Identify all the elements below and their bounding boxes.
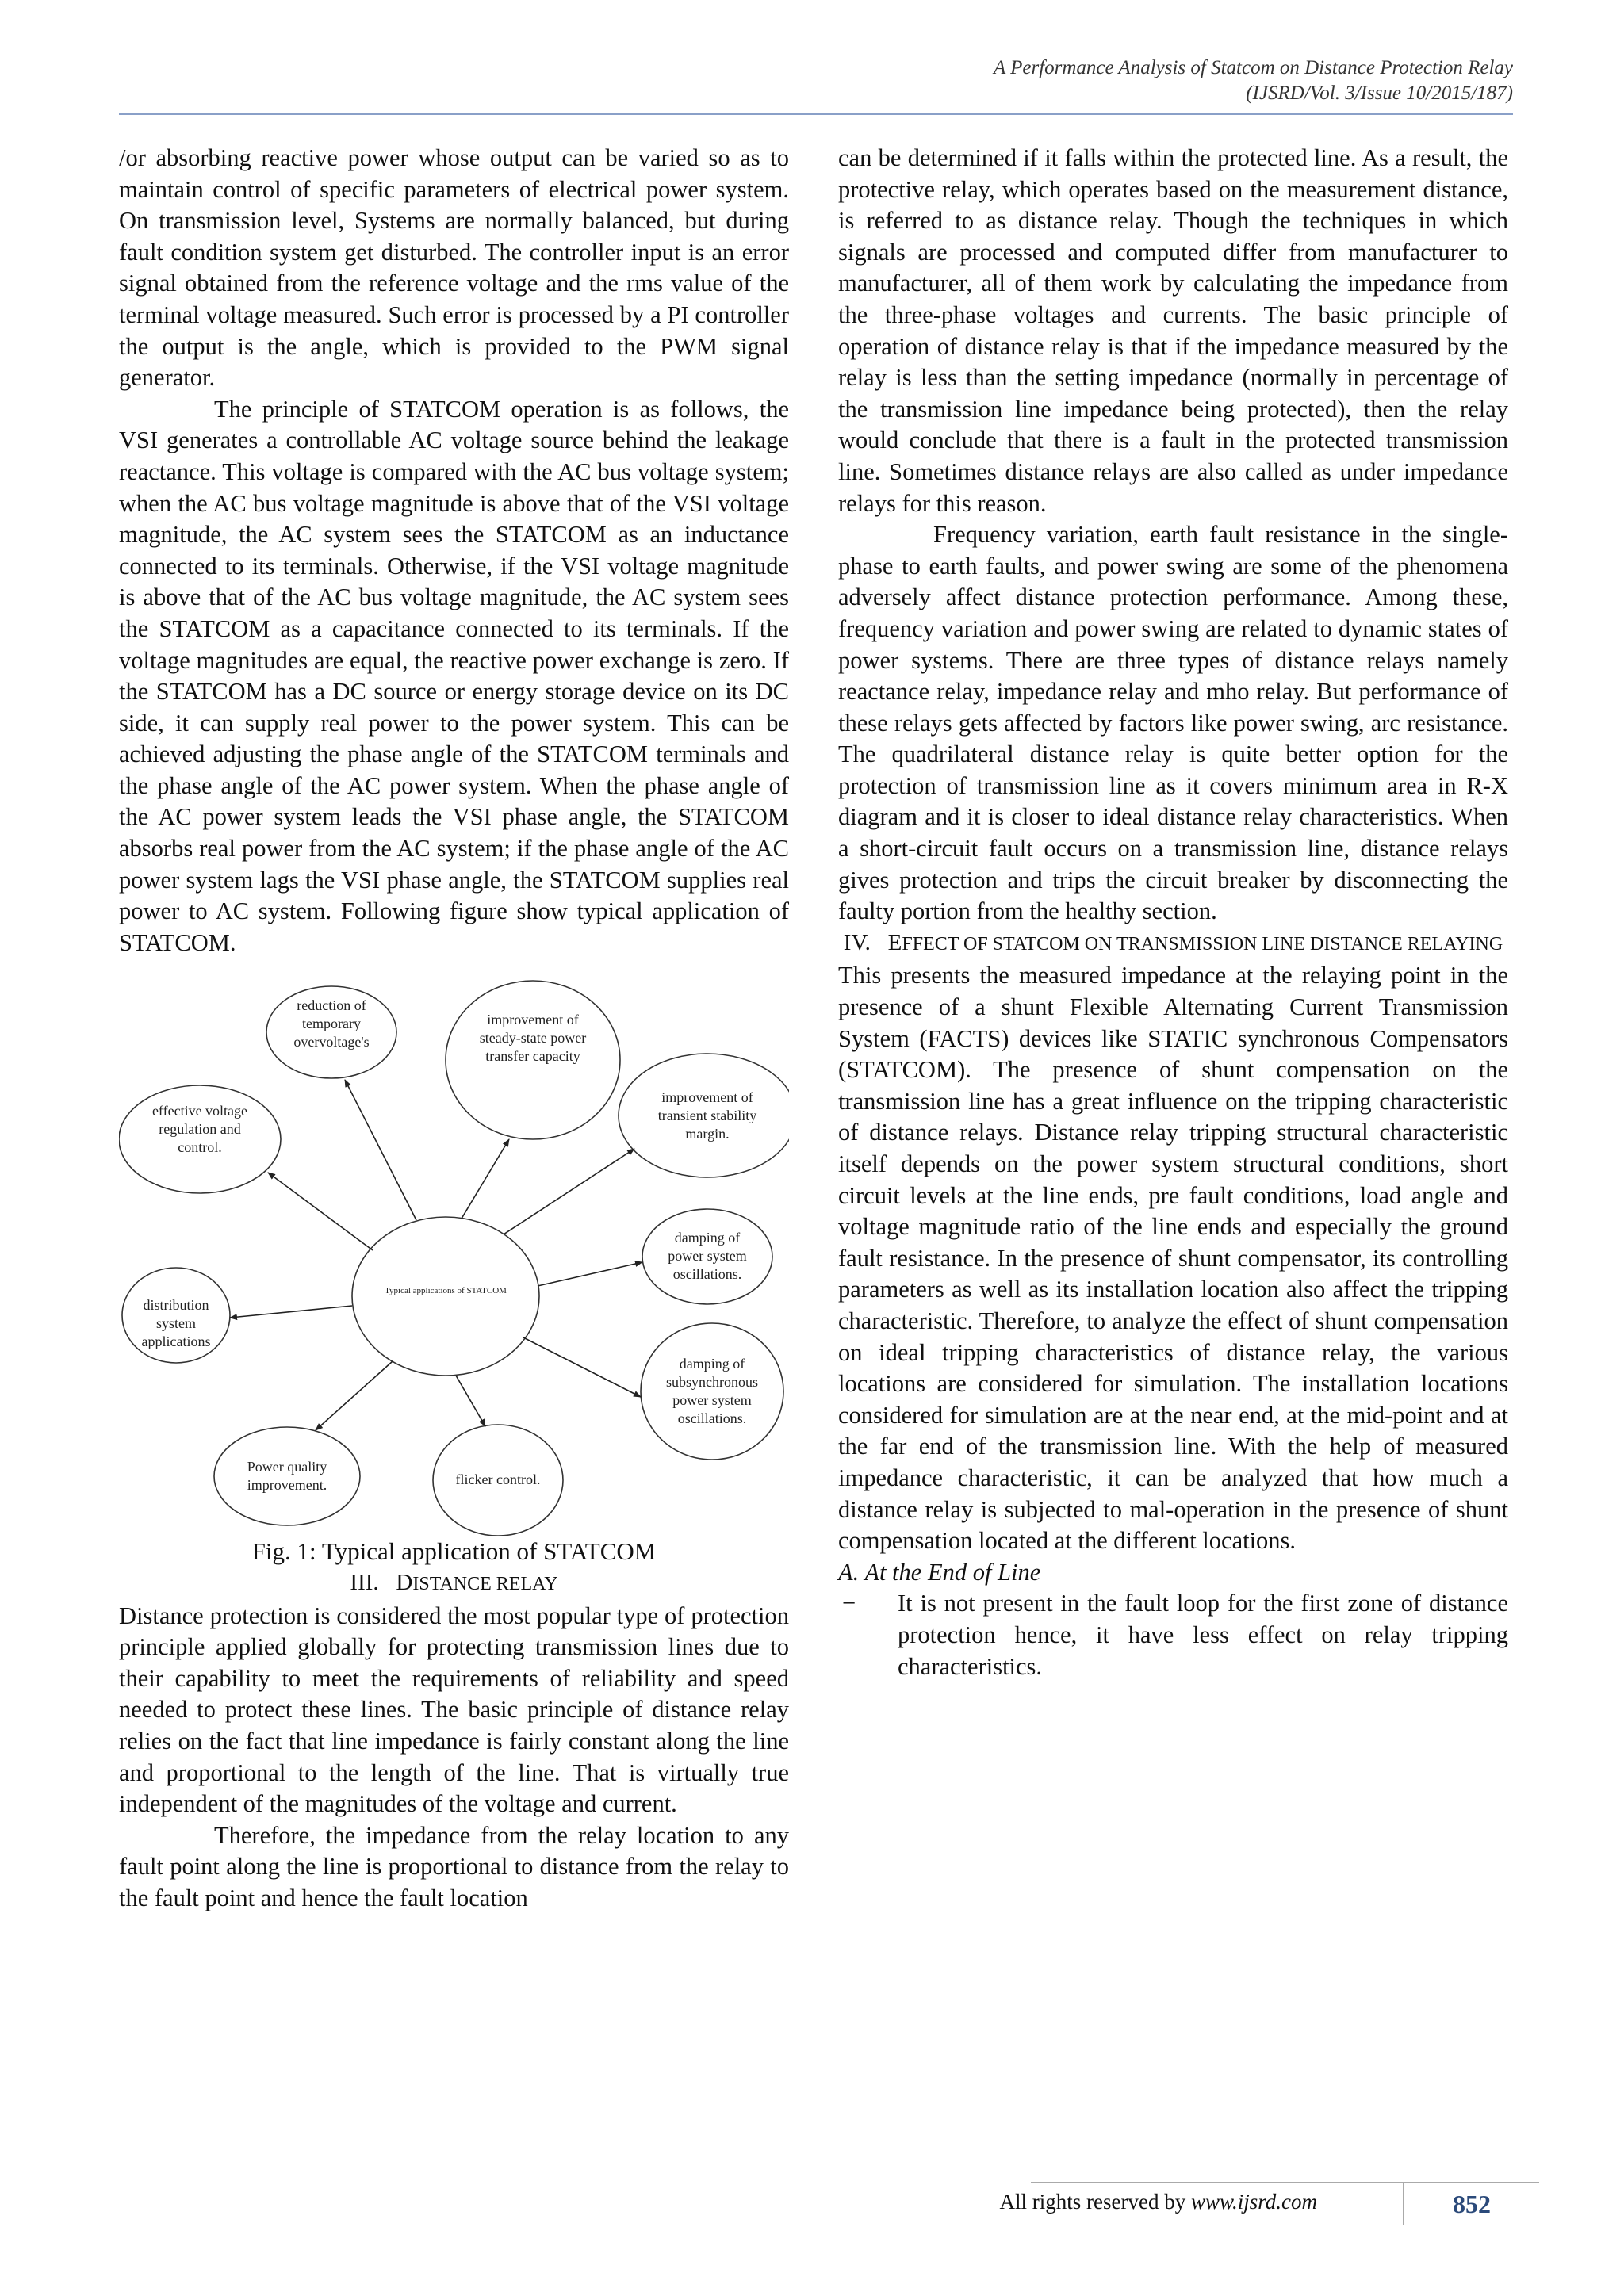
node-label-n5: damping of power system oscillations. [668,1230,747,1283]
section-number: IV. [843,929,871,955]
paragraph: Distance protection is considered the most popular type of protection principle applied globally for protecting transmission lines due to their capability to meet the requirements of reliability and speed needed to protect these lines. The basic principle of distance relay relies on the fact that line impedance is fairly constant along the line and proportional to the length of the line. That is virtually true independent of the magnitudes of the voltage and current. [119,1601,789,1818]
page-footer [999,2182,1539,2218]
bullet-item [838,1588,1508,1682]
arrow-to-n9 [456,1376,485,1426]
arrow-to-n4 [268,1173,373,1250]
section-heading-3 [119,1567,789,1601]
subsection-heading: A. At the End of Line [838,1558,1041,1586]
arrow-to-n2 [462,1139,509,1219]
paragraph: can be determined if it falls within the protected line. As a result, the protective relay, which operates based on the measurement distance, is referred to as distance relay. Though the techniques in which signals are processed and computed differ from manufacturer to manufacturer, all of them work by calculating the impedance from the three-phase voltages and currents. The basic principle of operation of distance relay is that if the impedance measured by the relay is less than the setting impedance (normally in percentage of the transmission line impedance being protected), then the relay would conclude that there is a fault in the protected transmission line. Sometimes distance relays are also called as under impedance relays for this reason. [838,144,1508,517]
right-column [838,143,1508,1682]
arrow-to-n3 [504,1149,634,1234]
header-citation: (IJSRD/Vol. 3/Issue 10/2015/187) [1246,82,1513,104]
node-label-center: Typical applications of STATCOM [385,1286,507,1296]
section-title-rest: ISTANCE RELAY [412,1574,558,1595]
node-label-n6: distribution system applications [141,1297,211,1350]
bullet-dash: − [842,1590,856,1617]
arrow-to-n6 [230,1306,352,1318]
figure-caption: Fig. 1: Typical application of STATCOM [251,1537,657,1566]
section-heading-4 [838,928,1508,961]
arrow-to-n8 [316,1361,393,1430]
node-label-n8: Power quality improvement. [247,1459,327,1494]
node-label-n3: improvement of transient stability margin. [657,1089,757,1142]
node-label-n4: effective voltage regulation and control. [151,1103,248,1156]
section-title-rest: FFECT OF STATCOM ON TRANSMISSION LINE DISTANCE RELAYING [902,933,1503,955]
header-rule [119,113,1513,115]
paragraph: Therefore, the impedance from the relay location to any fault point along the line is proportional to distance from the relay to the fault point and hence the fault location [119,1821,789,1911]
paragraph: This presents the measured impedance at the relaying point in the presence of a shunt Flexible Alternating Current Transmission System (FACTS) devices like STATIC synchronous Compensators (STATCOM). The presence of shunt compensation on the transmission line has a great influence on the tripping characteristic of distance relays. Distance relay tripping structural characteristic itself depends on the power system structural conditions, short circuit levels at the line ends, pre fault conditions, load angle and voltage magnitude ratio of the line ends and especially the ground fault resistance. In the presence of shunt compensator, its controlling parameters as well as its installation location also affect the tripping characteristic. Therefore, to analyze the effect of shunt compensation on ideal tripping characteristics of distance relay, the various locations are considered for simulation. The installation locations considered for simulation are at the near end, at the mid-point and at the far end of the transmission line. With the help of measured impedance characteristic, it can be analyzed that how much a distance relay is subjected to mal-operation in the presence of shunt compensation located at the different locations. [838,962,1508,1555]
running-header [994,55,1513,106]
paragraph: Frequency variation, earth fault resistance in the single-phase to earth faults, and power swing are some of the phenomena adversely affect distance protection performance. Among these, frequency variation and power swing are related to dynamic states of power systems. There are three types of distance relays namely reactance relay, impedance relay and mho relay. But performance of these relays gets affected by factors like power swing, arc resistance. The quadrilateral distance relay is quite better option for the protection of transmission line as it covers minimum area in R-X diagram and it is closer to ideal distance relay characteristics. When a short-circuit fault occurs on a transmission line, distance relays gives protection and trips the circuit breaker by disconnecting the faulty portion from the healthy section. [838,521,1508,925]
section-title-initial: D [396,1570,413,1596]
node-label-n7: damping of subsynchronous power system oscillations. [666,1356,758,1427]
footer-prefix: All rights reserved by [999,2190,1186,2214]
header-title: A Performance Analysis of Statcom on Distance Protection Relay [994,57,1513,78]
node-label-n1: reduction of temporary overvoltage's [293,997,370,1050]
node-label-n9: flicker control. [455,1471,541,1488]
section-number: III. [350,1570,379,1596]
left-column [119,143,789,1915]
bullet-text: It is not present in the fault loop for the first zone of distance protection hence, it have less effect on relay tripping characteristics. [898,1590,1508,1680]
arrow-to-n5 [538,1262,642,1286]
node-label-n2: improvement of steady-state power transfer capacity [479,1012,587,1065]
page-number: 852 [1403,2183,1539,2225]
footer-link[interactable]: www.ijsrd.com [1190,2190,1317,2214]
footer-rights [1000,2190,1317,2214]
arrow-to-n7 [523,1337,641,1397]
statcom-applications-figure [119,965,789,1536]
paragraph: The principle of STATCOM operation is as follows, the VSI generates a controllable AC voltage source behind the leakage reactance. This voltage is compared with the AC bus voltage system; when the AC bus voltage magnitude is above that of the VSI voltage magnitude, the AC system sees the STATCOM as an inductance connected to its terminals. Otherwise, if the VSI voltage magnitude is above that of the AC bus voltage magnitude, the AC system sees the STATCOM as a capacitance connected to its terminals. If the voltage magnitudes are equal, the reactive power exchange is zero. If the STATCOM has a DC source or energy storage device on its DC side, it can supply real power to the power system. This can be achieved adjusting the phase angle of the STATCOM terminals and the phase angle of the AC power system. When the phase angle of the AC power system leads the VSI phase angle, the STATCOM absorbs real power from the AC system; if the phase angle of the AC power system lags the VSI phase angle, the STATCOM supplies real power to AC system. Following figure show typical application of STATCOM. [119,395,789,956]
node-ellipse-center [352,1217,539,1376]
section-title-initial: E [887,929,902,955]
paragraph: /or absorbing reactive power whose output can be varied so as to maintain control of specific parameters of electrical power system. On transmission level, Systems are normally balanced, but during fault condition system get disturbed. The controller input is an error signal obtained from the reference voltage and the rms value of the terminal voltage measured. Such error is processed by a PI controller the output is the angle, which is provided to the PWM signal generator. [119,144,789,392]
arrow-to-n1 [345,1080,416,1220]
